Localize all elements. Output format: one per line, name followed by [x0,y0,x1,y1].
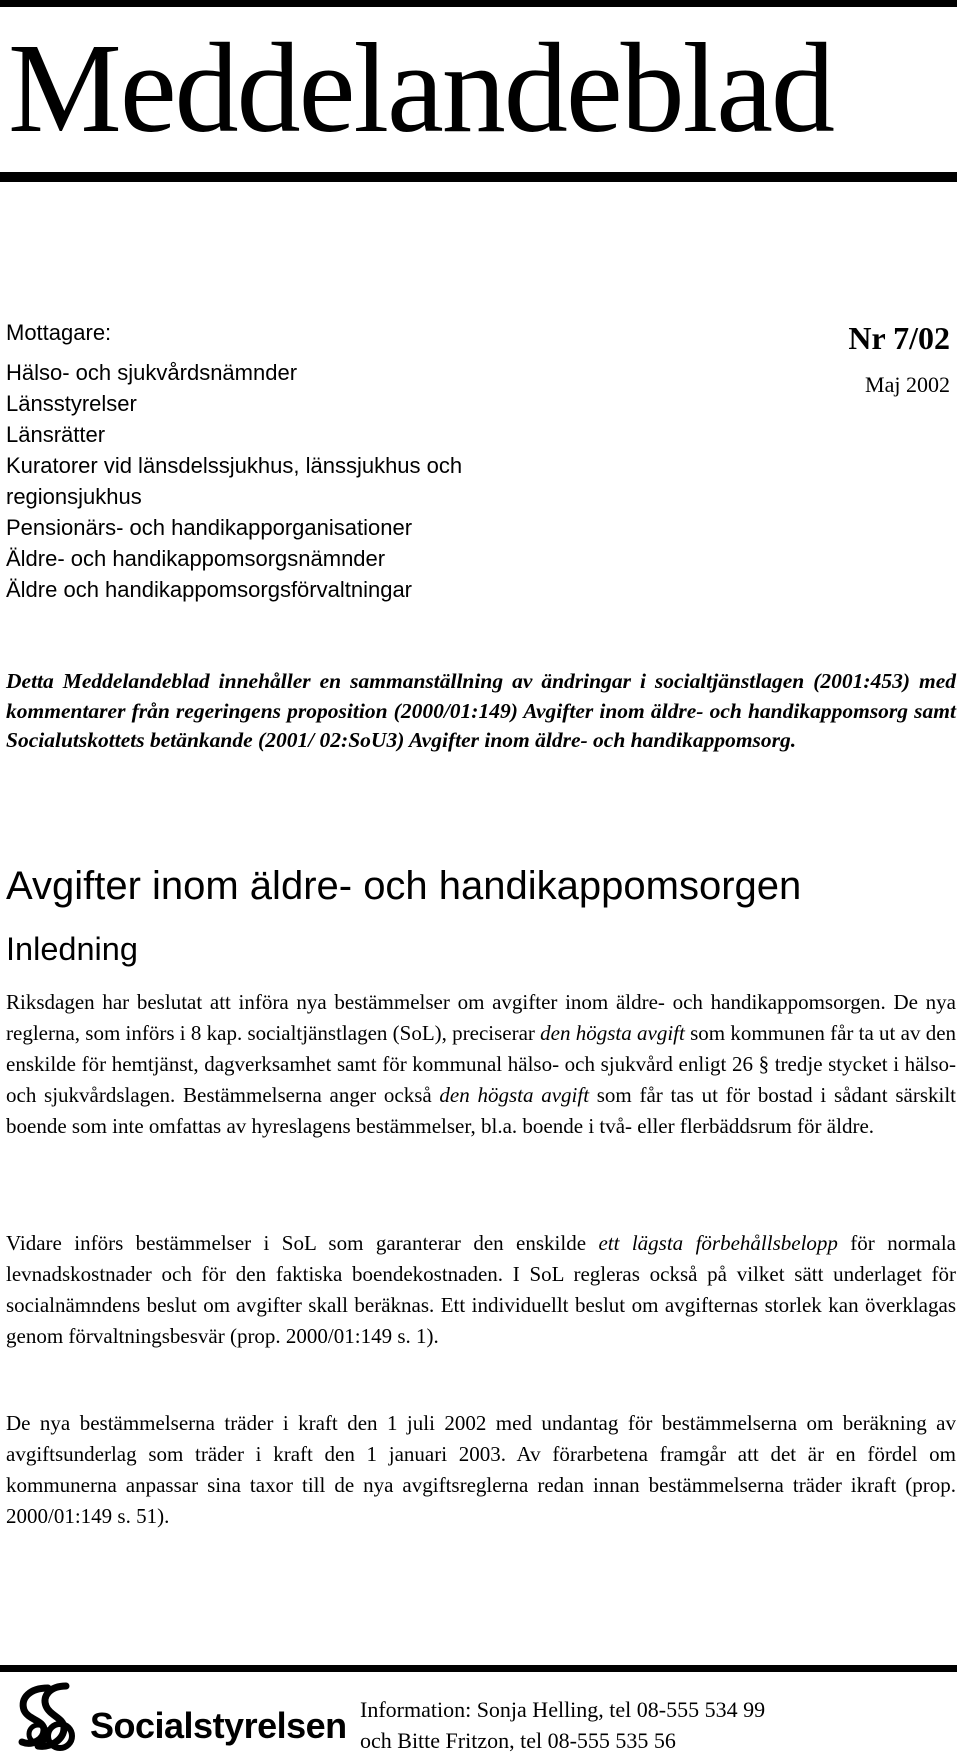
recipient-item: Äldre- och handikappomsorgsnämnder [6,546,386,571]
paragraph-2-text: Vidare införs bestämmelser i SoL som garanterar den enskilde [6,1231,599,1255]
logo-wordmark: Socialstyrelsen [90,1705,347,1746]
footer-rule [0,1665,957,1672]
issue-date: Maj 2002 [865,372,950,397]
paragraph-1-emphasis: den högsta avgift [439,1083,590,1107]
recipient-item: Länsstyrelser [6,391,137,416]
socialstyrelsen-logo [10,1682,347,1754]
paragraph-3: De nya bestämmelserna träder i kraft den 1 juli 2002 med undantag för bestämmelserna om beräkning av avgiftsunderlag som träder i kraft den 1 januari 2003. Av förarbetena framgår att det är en fördel om kommunerna anpassar sina taxor till de nya avgiftsreglerna redan innan bestämmelserna träder ikraft (prop. 2000/01:149 s. 51). [6,1411,956,1528]
article-subheading: Inledning [6,931,138,967]
recipient-item: Pensionärs- och handikapporganisationer [6,515,413,540]
paragraph-1-text: som får tas ut för bostad i sådant särskilt boende som inte omfattas av hyreslagens bestämmelser, bl.a. boende i två- eller flerbäddsrum för äldre. [6,1083,957,1138]
summary-text: Detta Meddelandeblad innehåller en sammanställning av ändringar i socialtjänstlagen (2001:453) med kommentarer från regeringens proposition (2000/01:149) Avgifter inom äldre- och handikappomsorg samt Socialutskottets betänkande (2001/ 02:SoU3) Avgifter inom äldre- och handikappomsorg. [6,669,956,752]
recipient-item: Länsrätter [6,422,106,447]
contact-line-1: Information: Sonja Helling, tel 08-555 534 99 [360,1697,766,1722]
masthead-title: Meddelandeblad [8,17,833,159]
paragraph-1-emphasis: den högsta avgift [540,1021,685,1045]
recipients-label: Mottagare: [6,320,112,345]
paragraph-2-text: för normala levnadskostnader och för den faktiska boendekostnaden. I SoL regleras också på vilket sätt underlaget för socialnämndens beslut om avgifter skall beräknas. Ett individuellt beslut om avgifternas storlek kan överklagas genom förvaltningsbesvär (prop. 2000/01:149 s. 1). [6,1231,957,1348]
recipient-item: Hälso- och sjukvårdsnämnder [6,360,298,385]
paragraph-1 [6,987,956,1142]
paragraph-1-text: Riksdagen har beslutat att införa nya bestämmelser om avgifter inom äldre- och handikappomsorgen. De nya reglerna, som införs i 8 kap. socialtjänstlagen (SoL), preciserar [6,990,956,1045]
recipients-list [6,357,462,605]
contact-info [360,1694,765,1756]
recipient-item: Kuratorer vid länsdelssjukhus, länssjukhus och [6,453,463,478]
recipient-item: regionsjukhus [6,484,142,509]
logo-emblem-icon [10,1682,86,1754]
paragraph-1-text: som kommunen får ta ut av den enskilde för hemtjänst, dagverksamhet samt för kommunal hälso- och sjukvård enligt 26 § tredje stycket i hälso- och sjukvårdslagen. Bestämmelserna anger också [6,1021,957,1107]
masthead-rule [0,172,957,182]
paragraph-2-emphasis: ett lägsta förbehållsbelopp [598,1231,838,1255]
top-rule [0,0,957,7]
recipient-item: Äldre och handikappomsorgsförvaltningar [6,577,413,602]
paragraph-2 [6,1228,956,1352]
article-heading: Avgifter inom äldre- och handikappomsorgen [6,864,802,908]
issue-number: Nr 7/02 [848,320,950,356]
contact-line-2: och Bitte Fritzon, tel 08-555 535 56 [360,1728,676,1753]
